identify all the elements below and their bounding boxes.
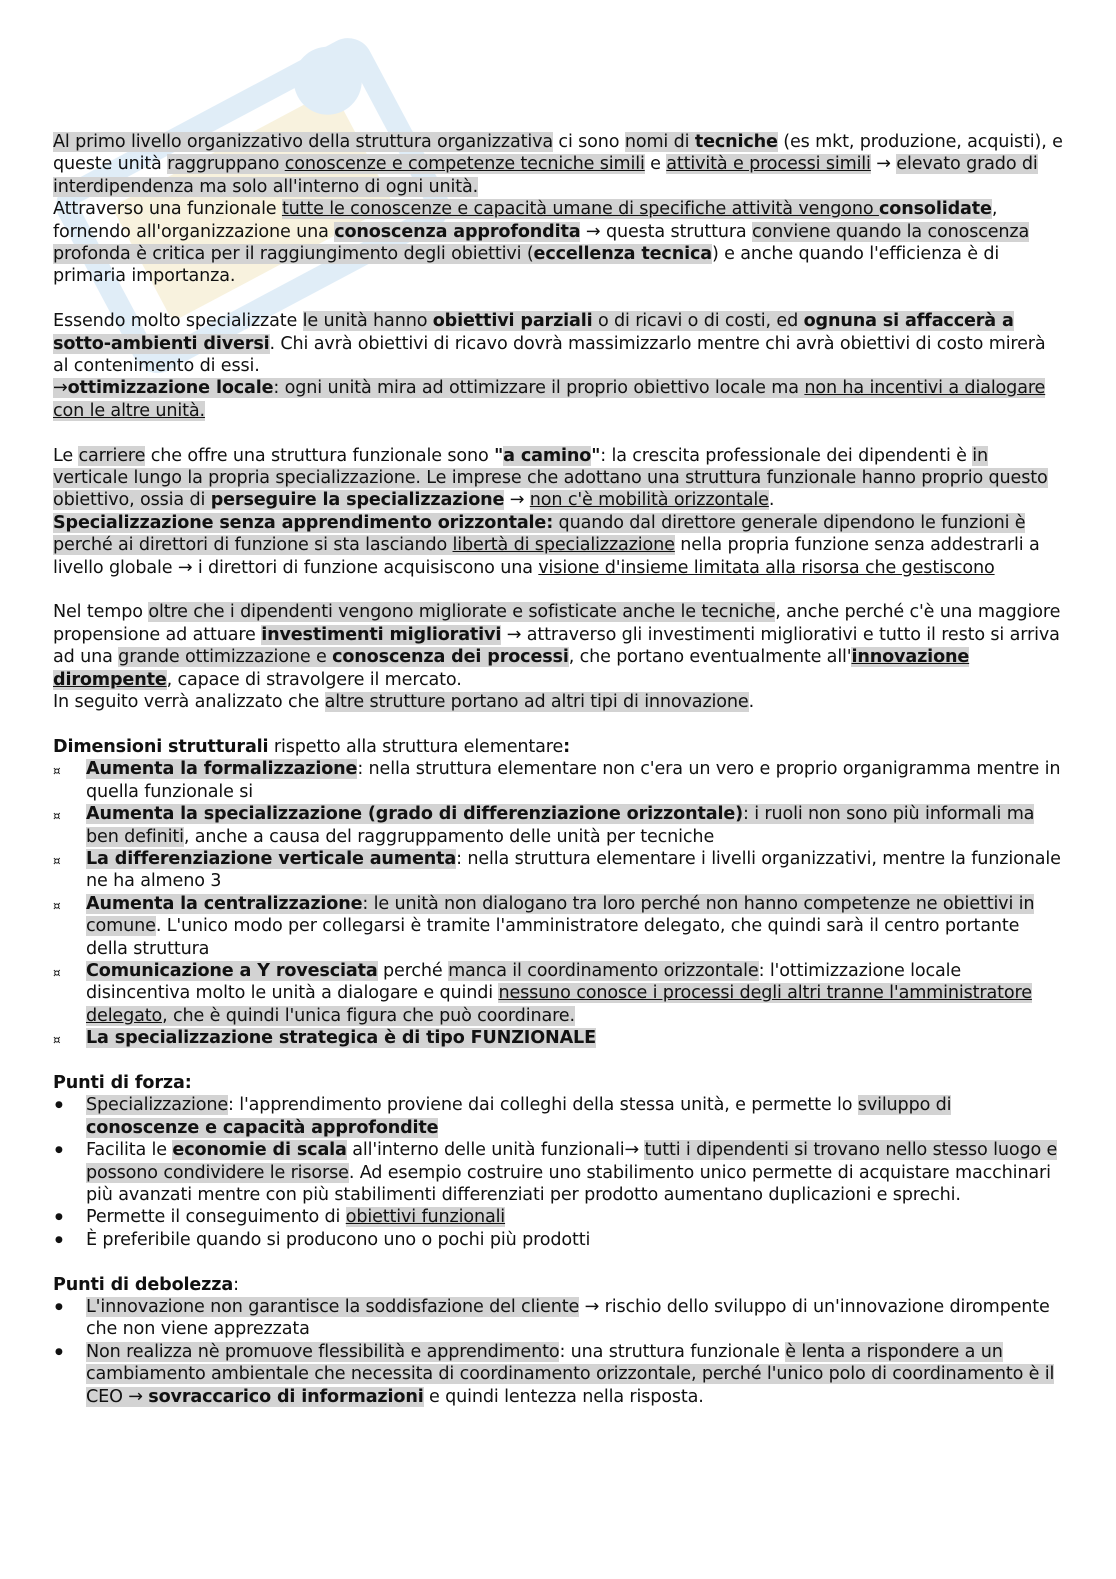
list-item — [53, 1139, 1063, 1206]
text-span: Facilita le — [86, 1140, 173, 1161]
arrow-icon: → — [870, 154, 897, 175]
text-span: : l'apprendimento proviene dai colleghi della stessa unità, e permette lo — [228, 1095, 858, 1116]
text-span: ) e anche quando l'efficienza è di primaria importanza. — [53, 244, 1000, 287]
text-span: nella propria funzione senza addestrarli a livello globale → i direttori di funzione acquisiscono una — [53, 535, 1040, 578]
list-item — [53, 803, 1063, 848]
text-span: . Chi avrà obiettivi di ricavo dovrà massimizzarlo mentre chi avrà obiettivi di costo mirerà al contenimento di essi. — [53, 333, 1046, 377]
text-span: le unità hanno — [302, 311, 433, 332]
text-span: nessuno conosce i processi degli altri tranne l'amministratore delegato — [86, 983, 1032, 1026]
text-span: Attraverso una funzionale — [53, 199, 282, 220]
text-span: e — [644, 154, 667, 175]
text-bold: : — [563, 736, 571, 757]
list-item — [53, 848, 1063, 893]
text-span: obiettivi funzionali — [345, 1207, 506, 1228]
text-bold: " — [494, 445, 504, 466]
text-bold: Comunicazione a Y rovesciata — [86, 960, 378, 981]
text-span: Essendo molto specializzate — [53, 311, 303, 332]
text-bold: La specializzazione strategica è di tipo FUNZIONALE — [86, 1028, 596, 1049]
text-span: sviluppo di — [857, 1095, 952, 1116]
watermark-dot — [282, 35, 374, 127]
text-span: quando dal direttore generale dipendono le funzioni è perché ai direttori di funzione si sta lasciando — [53, 512, 1026, 556]
list-item — [53, 960, 1063, 1027]
text-span: : nella struttura elementare non c'era un vero e proprio organigramma mentre in quella funzionale si — [86, 759, 1061, 802]
arrow-icon: → — [53, 378, 68, 399]
text-span: perché — [377, 960, 449, 981]
text-bold: conoscenza approfondita — [334, 221, 581, 242]
text-span: : la crescita professionale dei dipendenti è — [600, 445, 973, 466]
text-bold: eccellenza tecnica — [533, 244, 712, 265]
list-item — [53, 1296, 1063, 1341]
paragraph-carriere — [53, 445, 1063, 512]
text-bold: economie di scala — [172, 1140, 347, 1161]
text-bold: Aumenta la centralizzazione — [86, 893, 363, 914]
text-span: Permette il conseguimento di — [86, 1207, 346, 1228]
text-span: visione d'insieme limitata alla risorsa che gestiscono — [538, 557, 995, 578]
text-span: non c'è mobilità orizzontale — [529, 490, 769, 511]
text-span: tutti i dipendenti si trovano nello stesso luogo e possono condividere le risorse — [86, 1140, 1058, 1183]
text-bold: ottimizzazione locale — [67, 378, 274, 399]
text-span: raggruppano — [167, 154, 285, 175]
text-span: altre strutture portano ad altri tipi di innovazione — [324, 692, 749, 713]
text-span: elevato grado di interdipendenza ma solo all'interno di ogni unità. — [53, 154, 1038, 197]
text-span: questa struttura — [605, 221, 752, 242]
paragraph-specializzazione-orizzontale — [53, 512, 1063, 579]
text-bold: obiettivi parziali — [432, 311, 593, 332]
text-span: , che portano eventualmente all' — [568, 647, 852, 668]
text-span: È preferibile quando si producono uno o pochi più prodotti — [86, 1229, 591, 1250]
paragraph-nel-tempo — [53, 601, 1063, 691]
list-item — [53, 1341, 1063, 1408]
text-span: conviene quando la conoscenza profonda è critica per il raggiungimento degli obiettivi ( — [53, 221, 1030, 265]
text-bold: Punti di forza: — [53, 1072, 192, 1093]
text-bold: consolidate — [878, 199, 992, 220]
text-span: tutte le conoscenze e capacità umane di specifiche attività vengono — [281, 199, 879, 220]
text-span: oltre che i dipendenti vengono migliorate e sofisticate anche le tecniche — [148, 602, 776, 623]
text-span: e quindi lentezza nella risposta. — [423, 1386, 704, 1407]
document-body — [53, 131, 1063, 1430]
text-span: Specializzazione — [86, 1095, 228, 1116]
text-span: carriere — [78, 445, 146, 466]
list-item — [53, 1229, 1063, 1251]
text-span: : una struttura funzionale — [559, 1341, 786, 1362]
arrow-icon: → — [504, 490, 530, 511]
text-span: Al primo livello organizzativo della struttura organizzativa — [53, 132, 553, 152]
text-span: manca il coordinamento orizzontale — [448, 960, 759, 981]
text-bold: sovraccarico di informazioni — [148, 1386, 424, 1407]
text-bold: Dimensioni strutturali — [53, 736, 269, 757]
text-bold: Aumenta la formalizzazione — [86, 759, 358, 780]
text-span: attività e processi simili — [666, 154, 871, 175]
text-span: (es mkt, produzione, acquisti), e queste unità — [53, 132, 1063, 175]
text-span: , anche a causa del raggruppamento delle unità per tecniche — [183, 826, 715, 847]
text-bold: conoscenza dei processi — [332, 647, 569, 668]
text-span: , capace di stravolgere il mercato. — [166, 669, 462, 690]
text-span: , anche perché c'è una maggiore propensione ad attuare — [53, 602, 1061, 645]
text-bold: a camino — [503, 445, 592, 466]
text-span: ci sono — [552, 132, 625, 152]
text-span: rispetto alla struttura elementare — [268, 736, 564, 757]
text-bold: La differenziazione verticale aumenta — [86, 848, 457, 869]
paragraph-livello-organizzativo — [53, 131, 1063, 198]
text-span: o di ricavi o di costi, ed — [592, 311, 804, 332]
arrow-icon: → — [580, 221, 606, 242]
text-span: . Ad esempio costruire uno stabilimento unico permette di acquistare macchinari più avanzati mentre con più stabilimenti differenziati per prodotto aumentano duplicazioni e sprechi. — [86, 1162, 1051, 1206]
text-span: non ha incentivi a dialogare con le altre unità. — [53, 378, 1046, 421]
arrow-icon: → — [624, 1140, 645, 1161]
text-span: è lenta a rispondere a un cambiamento ambientale che necessita di coordinamento orizzontale, perché l'unico polo di coordinamento è il CEO → — [86, 1341, 1055, 1407]
list-item — [53, 1094, 1063, 1139]
heading-punti-di-debolezza — [53, 1274, 1063, 1296]
text-bold: investimenti migliorativi — [261, 624, 502, 645]
text-span: : i ruoli non sono più informali ma ben definiti — [86, 804, 1035, 847]
text-span: → attraverso gli investimenti migliorativi e tutto il resto si arriva ad una — [53, 624, 1060, 668]
text-span: Nel tempo — [53, 602, 149, 623]
text-span: in verticale lungo la propria specializzazione. Le imprese che adottano una struttura funzionale hanno proprio questo obiettivo, ossia di — [53, 445, 1048, 511]
text-span: . — [748, 692, 755, 713]
list-item — [53, 758, 1063, 803]
text-span: : — [233, 1274, 239, 1295]
text-span: Le — [53, 445, 79, 466]
text-bold: " — [591, 445, 601, 466]
text-span: . L'unico modo per collegarsi è tramite l'amministratore delegato, che quindi sarà il centro portante della struttura — [86, 916, 1020, 959]
text-span: Non realizza nè promuove flessibilità e apprendimento — [86, 1341, 560, 1362]
text-span: : le unità non dialogano tra loro perché non hanno competenze ne obiettivi in comune — [86, 893, 1035, 937]
text-span: che offre una struttura funzionale sono — [145, 445, 495, 466]
text-span: conoscenze e competenze tecniche simili — [284, 154, 645, 175]
text-bold: Aumenta la specializzazione (grado di differenziazione orizzontale) — [86, 804, 744, 825]
text-span: nomi di — [624, 132, 695, 152]
text-span: L'innovazione non garantisce la soddisfazione del cliente — [86, 1297, 580, 1318]
text-span: : l'ottimizzazione locale disincentiva molto le unità a dialogare e quindi — [86, 960, 962, 1004]
text-bold: perseguire la specializzazione — [210, 490, 505, 511]
list-item — [53, 1206, 1063, 1228]
text-span: In seguito verrà analizzato che — [53, 692, 325, 713]
text-span: : ogni unità mira ad ottimizzare il proprio obiettivo locale ma — [273, 378, 805, 399]
list-item — [53, 1027, 1063, 1049]
text-span: , fornendo all'organizzazione una — [53, 199, 998, 242]
text-span: : nella struttura elementare i livelli organizzativi, mentre la funzionale ne ha almeno 3 — [86, 848, 1061, 892]
paragraph-funzionale — [53, 198, 1063, 288]
heading-dimensioni-strutturali — [53, 736, 1063, 758]
paragraph-ottimizzazione-locale — [53, 377, 1063, 422]
text-bold: tecniche — [694, 132, 778, 152]
list-punti-di-forza — [53, 1094, 1063, 1251]
text-span: all'interno delle unità funzionali — [346, 1140, 625, 1161]
paragraph-specializzate — [53, 310, 1063, 377]
list-punti-di-debolezza — [53, 1296, 1063, 1408]
text-span: libertà di specializzazione — [452, 535, 675, 556]
text-bold: ognuna si affaccerà a sotto-ambienti diversi — [53, 311, 1014, 354]
list-dimensioni — [53, 758, 1063, 1049]
text-span: grande ottimizzazione e — [118, 647, 333, 668]
text-span: . — [768, 490, 775, 511]
paragraph-in-seguito — [53, 691, 1063, 713]
text-bold: Punti di debolezza — [53, 1274, 234, 1295]
text-bold: innovazione dirompente — [53, 647, 970, 690]
text-bold: conoscenze e capacità approfondite — [86, 1117, 439, 1138]
list-item — [53, 893, 1063, 960]
heading-punti-di-forza — [53, 1072, 1063, 1094]
text-span: , che è quindi l'unica figura che può coordinare. — [162, 1005, 575, 1026]
text-bold: Specializzazione senza apprendimento orizzontale: — [53, 512, 554, 533]
text-span: → rischio dello sviluppo di un'innovazione dirompente che non viene apprezzata — [86, 1297, 1050, 1340]
